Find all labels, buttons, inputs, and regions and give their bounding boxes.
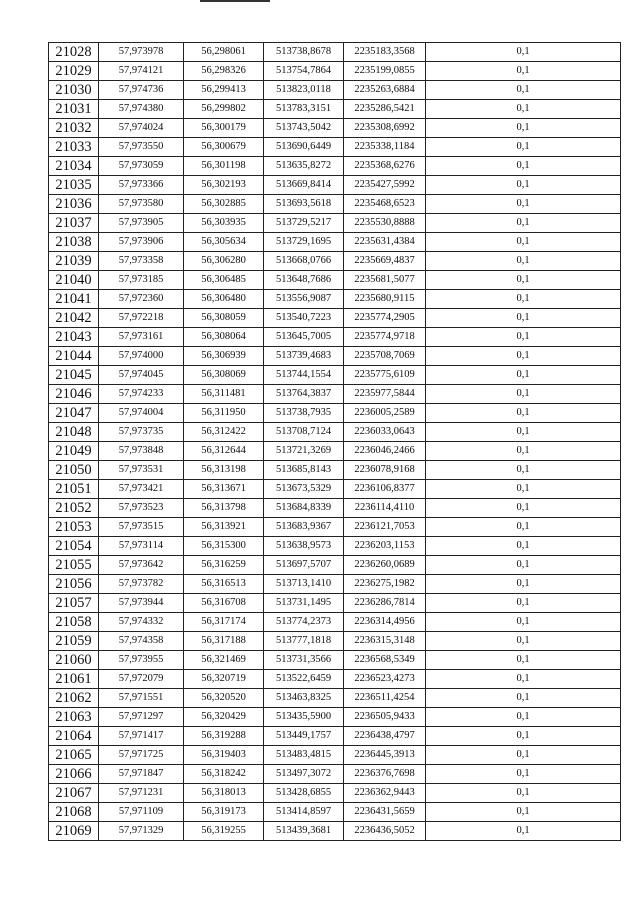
accuracy-cell: 0,1 <box>426 461 621 480</box>
coord-x-cell: 513729,5217 <box>264 214 344 233</box>
accuracy-cell: 0,1 <box>426 803 621 822</box>
point-number-cell: 21039 <box>49 252 99 271</box>
table-row <box>49 746 621 765</box>
longitude-cell: 56,311950 <box>184 404 264 423</box>
latitude-cell: 57,973906 <box>99 233 184 252</box>
coord-y-cell: 2235427,5992 <box>344 176 426 195</box>
table-row <box>49 651 621 670</box>
accuracy-cell: 0,1 <box>426 195 621 214</box>
table-row <box>49 480 621 499</box>
coord-y-cell: 2236078,9168 <box>344 461 426 480</box>
latitude-cell: 57,971847 <box>99 765 184 784</box>
coord-x-cell: 513668,0766 <box>264 252 344 271</box>
coord-x-cell: 513731,1495 <box>264 594 344 613</box>
coord-x-cell: 513435,5900 <box>264 708 344 727</box>
point-number-cell: 21067 <box>49 784 99 803</box>
accuracy-cell: 0,1 <box>426 81 621 100</box>
coord-x-cell: 513690,6449 <box>264 138 344 157</box>
accuracy-cell: 0,1 <box>426 385 621 404</box>
accuracy-cell: 0,1 <box>426 670 621 689</box>
coord-y-cell: 2235308,6992 <box>344 119 426 138</box>
coord-x-cell: 513669,8414 <box>264 176 344 195</box>
table-row <box>49 309 621 328</box>
accuracy-cell: 0,1 <box>426 575 621 594</box>
table-row <box>49 271 621 290</box>
coord-x-cell: 513738,7935 <box>264 404 344 423</box>
latitude-cell: 57,974233 <box>99 385 184 404</box>
coord-y-cell: 2236046,2466 <box>344 442 426 461</box>
latitude-cell: 57,971231 <box>99 784 184 803</box>
point-number-cell: 21033 <box>49 138 99 157</box>
accuracy-cell: 0,1 <box>426 138 621 157</box>
table-row <box>49 290 621 309</box>
table-row <box>49 404 621 423</box>
point-number-cell: 21057 <box>49 594 99 613</box>
coord-x-cell: 513729,1695 <box>264 233 344 252</box>
accuracy-cell: 0,1 <box>426 651 621 670</box>
accuracy-cell: 0,1 <box>426 328 621 347</box>
point-number-cell: 21041 <box>49 290 99 309</box>
coord-x-cell: 513744,1554 <box>264 366 344 385</box>
latitude-cell: 57,974736 <box>99 81 184 100</box>
coord-y-cell: 2235199,0855 <box>344 62 426 81</box>
coord-y-cell: 2236505,9433 <box>344 708 426 727</box>
table-row <box>49 119 621 138</box>
longitude-cell: 56,308064 <box>184 328 264 347</box>
longitude-cell: 56,313198 <box>184 461 264 480</box>
accuracy-cell: 0,1 <box>426 822 621 841</box>
longitude-cell: 56,317188 <box>184 632 264 651</box>
accuracy-cell: 0,1 <box>426 708 621 727</box>
coord-x-cell: 513693,5618 <box>264 195 344 214</box>
point-number-cell: 21049 <box>49 442 99 461</box>
point-number-cell: 21048 <box>49 423 99 442</box>
table-row <box>49 670 621 689</box>
coord-x-cell: 513483,4815 <box>264 746 344 765</box>
coord-x-cell: 513540,7223 <box>264 309 344 328</box>
latitude-cell: 57,973366 <box>99 176 184 195</box>
point-number-cell: 21028 <box>49 43 99 62</box>
point-number-cell: 21056 <box>49 575 99 594</box>
table-row <box>49 138 621 157</box>
longitude-cell: 56,311481 <box>184 385 264 404</box>
coord-y-cell: 2235468,6523 <box>344 195 426 214</box>
latitude-cell: 57,974000 <box>99 347 184 366</box>
coord-y-cell: 2235680,9115 <box>344 290 426 309</box>
longitude-cell: 56,300179 <box>184 119 264 138</box>
longitude-cell: 56,320520 <box>184 689 264 708</box>
table-row <box>49 442 621 461</box>
latitude-cell: 57,973978 <box>99 43 184 62</box>
coord-x-cell: 513764,3837 <box>264 385 344 404</box>
coord-x-cell: 513635,8272 <box>264 157 344 176</box>
table-body <box>49 43 621 841</box>
longitude-cell: 56,308069 <box>184 366 264 385</box>
longitude-cell: 56,319255 <box>184 822 264 841</box>
point-number-cell: 21060 <box>49 651 99 670</box>
accuracy-cell: 0,1 <box>426 43 621 62</box>
point-number-cell: 21037 <box>49 214 99 233</box>
latitude-cell: 57,974358 <box>99 632 184 651</box>
longitude-cell: 56,318242 <box>184 765 264 784</box>
table-row <box>49 575 621 594</box>
accuracy-cell: 0,1 <box>426 290 621 309</box>
point-number-cell: 21031 <box>49 100 99 119</box>
latitude-cell: 57,974332 <box>99 613 184 632</box>
latitude-cell: 57,973848 <box>99 442 184 461</box>
coord-x-cell: 513648,7686 <box>264 271 344 290</box>
table-row <box>49 157 621 176</box>
latitude-cell: 57,973782 <box>99 575 184 594</box>
table-row <box>49 43 621 62</box>
coord-x-cell: 513739,4683 <box>264 347 344 366</box>
longitude-cell: 56,306939 <box>184 347 264 366</box>
longitude-cell: 56,320719 <box>184 670 264 689</box>
point-number-cell: 21043 <box>49 328 99 347</box>
longitude-cell: 56,312644 <box>184 442 264 461</box>
table-row <box>49 594 621 613</box>
latitude-cell: 57,973358 <box>99 252 184 271</box>
longitude-cell: 56,317174 <box>184 613 264 632</box>
coord-y-cell: 2235774,9718 <box>344 328 426 347</box>
coord-y-cell: 2236286,7814 <box>344 594 426 613</box>
table-row <box>49 328 621 347</box>
latitude-cell: 57,972079 <box>99 670 184 689</box>
coord-x-cell: 513823,0118 <box>264 81 344 100</box>
longitude-cell: 56,318013 <box>184 784 264 803</box>
point-number-cell: 21038 <box>49 233 99 252</box>
coord-y-cell: 2235286,5421 <box>344 100 426 119</box>
latitude-cell: 57,973642 <box>99 556 184 575</box>
latitude-cell: 57,971725 <box>99 746 184 765</box>
table-row <box>49 62 621 81</box>
table-row <box>49 252 621 271</box>
coord-x-cell: 513449,1757 <box>264 727 344 746</box>
coord-x-cell: 513414,8597 <box>264 803 344 822</box>
coord-x-cell: 513754,7864 <box>264 62 344 81</box>
coord-y-cell: 2236438,4797 <box>344 727 426 746</box>
coord-y-cell: 2236568,5349 <box>344 651 426 670</box>
table-row <box>49 461 621 480</box>
coord-y-cell: 2235977,5844 <box>344 385 426 404</box>
accuracy-cell: 0,1 <box>426 784 621 803</box>
coord-y-cell: 2236436,5052 <box>344 822 426 841</box>
latitude-cell: 57,973185 <box>99 271 184 290</box>
point-number-cell: 21062 <box>49 689 99 708</box>
latitude-cell: 57,973531 <box>99 461 184 480</box>
point-number-cell: 21054 <box>49 537 99 556</box>
accuracy-cell: 0,1 <box>426 214 621 233</box>
coord-y-cell: 2235774,2905 <box>344 309 426 328</box>
point-number-cell: 21053 <box>49 518 99 537</box>
longitude-cell: 56,306280 <box>184 252 264 271</box>
point-number-cell: 21040 <box>49 271 99 290</box>
accuracy-cell: 0,1 <box>426 157 621 176</box>
coord-y-cell: 2235631,4384 <box>344 233 426 252</box>
accuracy-cell: 0,1 <box>426 119 621 138</box>
coord-y-cell: 2236362,9443 <box>344 784 426 803</box>
point-number-cell: 21050 <box>49 461 99 480</box>
latitude-cell: 57,974380 <box>99 100 184 119</box>
latitude-cell: 57,972360 <box>99 290 184 309</box>
coord-y-cell: 2235368,6276 <box>344 157 426 176</box>
point-number-cell: 21029 <box>49 62 99 81</box>
table-row <box>49 556 621 575</box>
coord-y-cell: 2235669,4837 <box>344 252 426 271</box>
longitude-cell: 56,313921 <box>184 518 264 537</box>
table-row <box>49 518 621 537</box>
longitude-cell: 56,316708 <box>184 594 264 613</box>
coord-x-cell: 513673,5329 <box>264 480 344 499</box>
coord-x-cell: 513522,6459 <box>264 670 344 689</box>
latitude-cell: 57,973905 <box>99 214 184 233</box>
accuracy-cell: 0,1 <box>426 176 621 195</box>
coord-y-cell: 2236376,7698 <box>344 765 426 784</box>
accuracy-cell: 0,1 <box>426 309 621 328</box>
point-number-cell: 21068 <box>49 803 99 822</box>
point-number-cell: 21059 <box>49 632 99 651</box>
accuracy-cell: 0,1 <box>426 765 621 784</box>
latitude-cell: 57,973955 <box>99 651 184 670</box>
latitude-cell: 57,972218 <box>99 309 184 328</box>
accuracy-cell: 0,1 <box>426 423 621 442</box>
table-row <box>49 100 621 119</box>
longitude-cell: 56,299413 <box>184 81 264 100</box>
coord-x-cell: 513683,9367 <box>264 518 344 537</box>
point-number-cell: 21066 <box>49 765 99 784</box>
table-row <box>49 81 621 100</box>
accuracy-cell: 0,1 <box>426 613 621 632</box>
coord-x-cell: 513738,8678 <box>264 43 344 62</box>
coord-y-cell: 2235338,1184 <box>344 138 426 157</box>
table-row <box>49 803 621 822</box>
latitude-cell: 57,973523 <box>99 499 184 518</box>
longitude-cell: 56,319288 <box>184 727 264 746</box>
coord-y-cell: 2235681,5077 <box>344 271 426 290</box>
coord-x-cell: 513685,8143 <box>264 461 344 480</box>
point-number-cell: 21044 <box>49 347 99 366</box>
coord-x-cell: 513439,3681 <box>264 822 344 841</box>
longitude-cell: 56,312422 <box>184 423 264 442</box>
point-number-cell: 21047 <box>49 404 99 423</box>
coord-y-cell: 2236203,1153 <box>344 537 426 556</box>
longitude-cell: 56,302885 <box>184 195 264 214</box>
coord-x-cell: 513774,2373 <box>264 613 344 632</box>
accuracy-cell: 0,1 <box>426 537 621 556</box>
coord-x-cell: 513645,7005 <box>264 328 344 347</box>
point-number-cell: 21032 <box>49 119 99 138</box>
latitude-cell: 57,973421 <box>99 480 184 499</box>
accuracy-cell: 0,1 <box>426 271 621 290</box>
coord-y-cell: 2236511,4254 <box>344 689 426 708</box>
coord-y-cell: 2236260,0689 <box>344 556 426 575</box>
coord-y-cell: 2236431,5659 <box>344 803 426 822</box>
longitude-cell: 56,313671 <box>184 480 264 499</box>
top-rule <box>200 0 270 2</box>
accuracy-cell: 0,1 <box>426 594 621 613</box>
coord-x-cell: 513556,9087 <box>264 290 344 309</box>
coord-x-cell: 513684,8339 <box>264 499 344 518</box>
latitude-cell: 57,974004 <box>99 404 184 423</box>
coord-x-cell: 513708,7124 <box>264 423 344 442</box>
table-row <box>49 822 621 841</box>
point-number-cell: 21030 <box>49 81 99 100</box>
latitude-cell: 57,971551 <box>99 689 184 708</box>
table-row <box>49 385 621 404</box>
point-number-cell: 21065 <box>49 746 99 765</box>
latitude-cell: 57,971329 <box>99 822 184 841</box>
latitude-cell: 57,971109 <box>99 803 184 822</box>
longitude-cell: 56,315300 <box>184 537 264 556</box>
table-row <box>49 708 621 727</box>
accuracy-cell: 0,1 <box>426 556 621 575</box>
table-row <box>49 195 621 214</box>
point-number-cell: 21064 <box>49 727 99 746</box>
table-row <box>49 347 621 366</box>
table-row <box>49 632 621 651</box>
table-row <box>49 233 621 252</box>
longitude-cell: 56,302193 <box>184 176 264 195</box>
coord-y-cell: 2235183,3568 <box>344 43 426 62</box>
table-row <box>49 765 621 784</box>
longitude-cell: 56,298326 <box>184 62 264 81</box>
accuracy-cell: 0,1 <box>426 366 621 385</box>
longitude-cell: 56,306485 <box>184 271 264 290</box>
longitude-cell: 56,299802 <box>184 100 264 119</box>
longitude-cell: 56,301198 <box>184 157 264 176</box>
point-number-cell: 21036 <box>49 195 99 214</box>
longitude-cell: 56,313798 <box>184 499 264 518</box>
accuracy-cell: 0,1 <box>426 442 621 461</box>
coord-x-cell: 513783,3151 <box>264 100 344 119</box>
coord-x-cell: 513428,6855 <box>264 784 344 803</box>
coord-x-cell: 513697,5707 <box>264 556 344 575</box>
accuracy-cell: 0,1 <box>426 62 621 81</box>
latitude-cell: 57,973114 <box>99 537 184 556</box>
coord-y-cell: 2236445,3913 <box>344 746 426 765</box>
coord-x-cell: 513721,3269 <box>264 442 344 461</box>
latitude-cell: 57,973944 <box>99 594 184 613</box>
table-row <box>49 613 621 632</box>
table-row <box>49 423 621 442</box>
coord-y-cell: 2236523,4273 <box>344 670 426 689</box>
accuracy-cell: 0,1 <box>426 404 621 423</box>
latitude-cell: 57,973735 <box>99 423 184 442</box>
longitude-cell: 56,320429 <box>184 708 264 727</box>
point-number-cell: 21058 <box>49 613 99 632</box>
table-row <box>49 176 621 195</box>
table-row <box>49 537 621 556</box>
point-number-cell: 21061 <box>49 670 99 689</box>
accuracy-cell: 0,1 <box>426 347 621 366</box>
accuracy-cell: 0,1 <box>426 252 621 271</box>
longitude-cell: 56,306480 <box>184 290 264 309</box>
coord-y-cell: 2235263,6884 <box>344 81 426 100</box>
accuracy-cell: 0,1 <box>426 100 621 119</box>
coord-y-cell: 2235775,6109 <box>344 366 426 385</box>
longitude-cell: 56,321469 <box>184 651 264 670</box>
point-number-cell: 21042 <box>49 309 99 328</box>
coord-x-cell: 513777,1818 <box>264 632 344 651</box>
accuracy-cell: 0,1 <box>426 233 621 252</box>
coord-x-cell: 513463,8325 <box>264 689 344 708</box>
accuracy-cell: 0,1 <box>426 727 621 746</box>
latitude-cell: 57,973580 <box>99 195 184 214</box>
table-row <box>49 366 621 385</box>
point-number-cell: 21051 <box>49 480 99 499</box>
coord-x-cell: 513731,3566 <box>264 651 344 670</box>
table-row <box>49 727 621 746</box>
longitude-cell: 56,308059 <box>184 309 264 328</box>
point-number-cell: 21045 <box>49 366 99 385</box>
coord-x-cell: 513497,3072 <box>264 765 344 784</box>
longitude-cell: 56,316513 <box>184 575 264 594</box>
coord-y-cell: 2236315,3148 <box>344 632 426 651</box>
point-number-cell: 21069 <box>49 822 99 841</box>
table-row <box>49 214 621 233</box>
latitude-cell: 57,974121 <box>99 62 184 81</box>
coord-x-cell: 513713,1410 <box>264 575 344 594</box>
coord-y-cell: 2236005,2589 <box>344 404 426 423</box>
accuracy-cell: 0,1 <box>426 632 621 651</box>
coordinates-table <box>48 42 621 841</box>
coord-y-cell: 2235530,8888 <box>344 214 426 233</box>
latitude-cell: 57,973059 <box>99 157 184 176</box>
latitude-cell: 57,973515 <box>99 518 184 537</box>
accuracy-cell: 0,1 <box>426 480 621 499</box>
latitude-cell: 57,974045 <box>99 366 184 385</box>
coord-y-cell: 2236275,1982 <box>344 575 426 594</box>
longitude-cell: 56,300679 <box>184 138 264 157</box>
coord-y-cell: 2236106,8377 <box>344 480 426 499</box>
accuracy-cell: 0,1 <box>426 499 621 518</box>
coord-y-cell: 2236114,4110 <box>344 499 426 518</box>
longitude-cell: 56,305634 <box>184 233 264 252</box>
coord-y-cell: 2235708,7069 <box>344 347 426 366</box>
table-row <box>49 689 621 708</box>
longitude-cell: 56,298061 <box>184 43 264 62</box>
coord-y-cell: 2236033,0643 <box>344 423 426 442</box>
latitude-cell: 57,973550 <box>99 138 184 157</box>
coord-y-cell: 2236121,7053 <box>344 518 426 537</box>
accuracy-cell: 0,1 <box>426 518 621 537</box>
latitude-cell: 57,974024 <box>99 119 184 138</box>
coord-x-cell: 513743,5042 <box>264 119 344 138</box>
point-number-cell: 21063 <box>49 708 99 727</box>
longitude-cell: 56,319403 <box>184 746 264 765</box>
latitude-cell: 57,971297 <box>99 708 184 727</box>
point-number-cell: 21035 <box>49 176 99 195</box>
coord-y-cell: 2236314,4956 <box>344 613 426 632</box>
point-number-cell: 21055 <box>49 556 99 575</box>
point-number-cell: 21046 <box>49 385 99 404</box>
latitude-cell: 57,971417 <box>99 727 184 746</box>
point-number-cell: 21052 <box>49 499 99 518</box>
table-row <box>49 784 621 803</box>
accuracy-cell: 0,1 <box>426 689 621 708</box>
accuracy-cell: 0,1 <box>426 746 621 765</box>
latitude-cell: 57,973161 <box>99 328 184 347</box>
longitude-cell: 56,303935 <box>184 214 264 233</box>
longitude-cell: 56,319173 <box>184 803 264 822</box>
point-number-cell: 21034 <box>49 157 99 176</box>
table-row <box>49 499 621 518</box>
longitude-cell: 56,316259 <box>184 556 264 575</box>
coord-x-cell: 513638,9573 <box>264 537 344 556</box>
